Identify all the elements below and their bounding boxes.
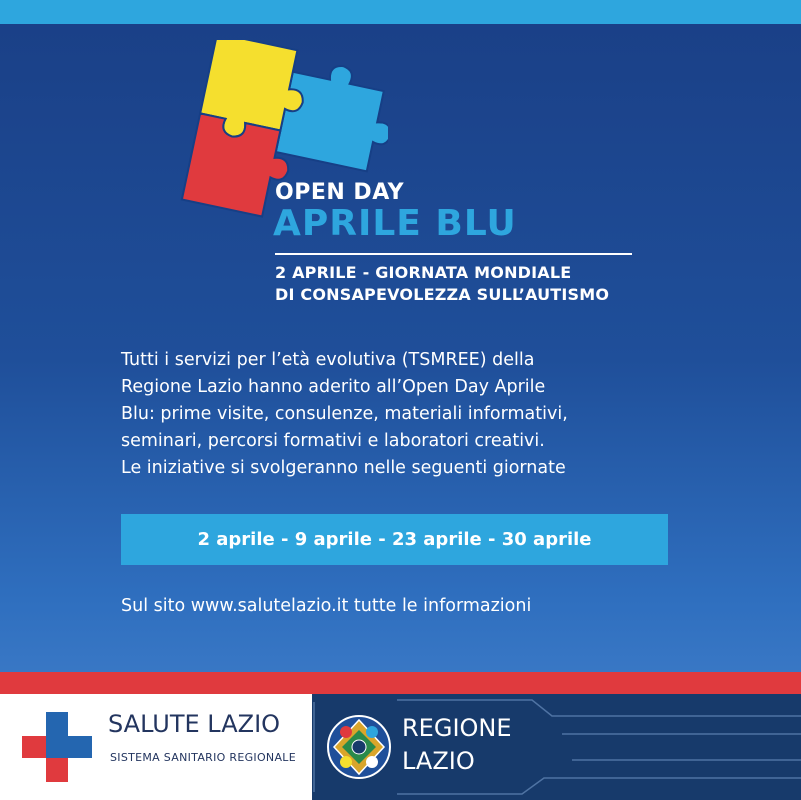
dates-text: 2 aprile - 9 aprile - 23 aprile - 30 aprile [197, 529, 592, 550]
footer-red-stripe [0, 672, 801, 694]
title-line-1: OPEN DAY [275, 180, 405, 205]
body-line: Tutti i servizi per l’età evolutiva (TSMREE) della [121, 350, 535, 370]
footer [0, 694, 801, 800]
body-line: seminari, percorsi formativi e laboratori creativi. [121, 431, 545, 451]
subtitle [275, 262, 609, 306]
salute-lazio-tagline: SISTEMA SANITARIO REGIONALE [110, 751, 296, 764]
body-line: Regione Lazio hanno aderito all’Open Day Aprile [121, 377, 546, 397]
title-line-2: APRILE BLU [273, 203, 517, 244]
top-strip [0, 0, 801, 24]
body-line: Le iniziative si svolgeranno nelle seguenti giornate [121, 458, 566, 478]
salute-lazio-name: SALUTE LAZIO [108, 710, 281, 738]
regione-line-1: REGIONE [402, 714, 512, 742]
regione-line-2: LAZIO [402, 747, 475, 775]
dates-band [121, 514, 668, 565]
cross-icon [22, 712, 92, 782]
title-divider [275, 253, 632, 255]
subtitle-line-2: DI CONSAPEVOLEZZA SULL’AUTISMO [275, 285, 610, 304]
body-line: Blu: prime visite, consulenze, materiali informativi, [121, 404, 568, 424]
site-info: Sul sito www.salutelazio.it tutte le informazioni [121, 596, 532, 616]
subtitle-line-1: 2 APRILE - GIORNATA MONDIALE [275, 263, 572, 282]
regione-lazio-logo [312, 694, 801, 800]
coat-of-arms-icon [326, 712, 392, 782]
salute-lazio-logo [0, 694, 312, 800]
body-text [121, 347, 696, 482]
regione-lazio-text [402, 712, 512, 778]
